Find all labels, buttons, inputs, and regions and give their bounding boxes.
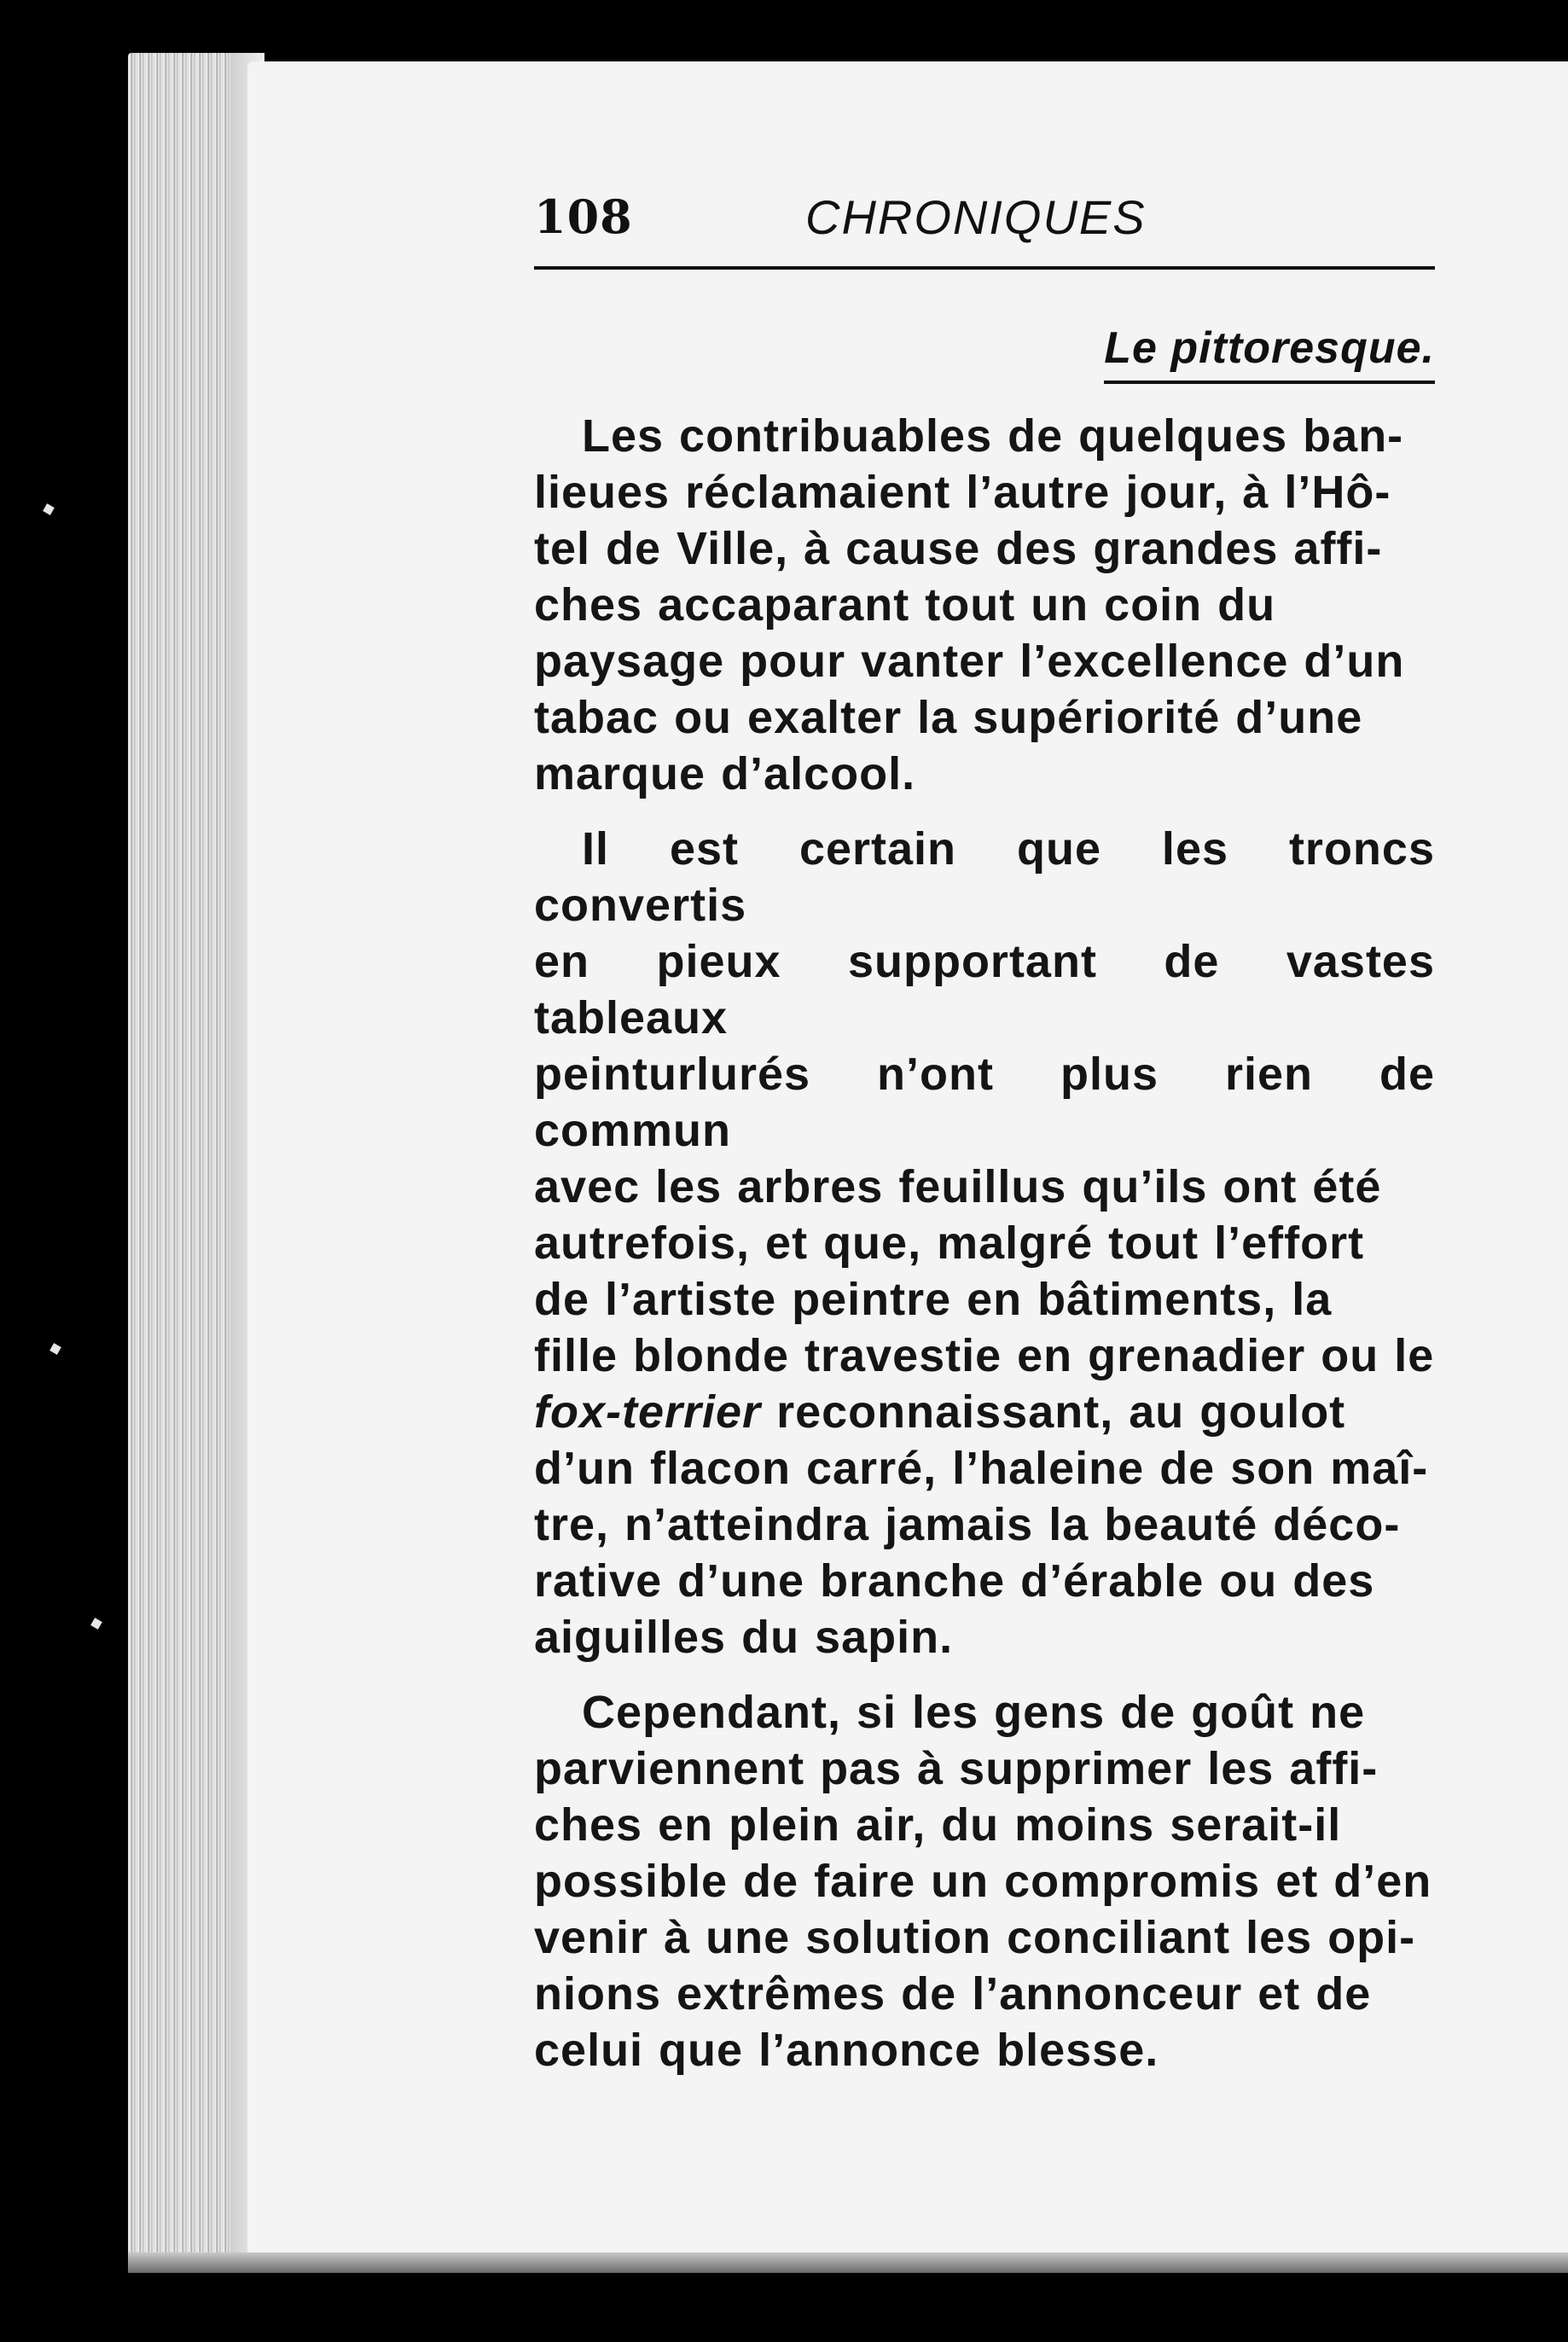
page-number: 108	[534, 189, 633, 244]
paragraph-2-part-2: reconnaissant, au goulot d’un flacon carré, l’haleine de son maî- tre, n’atteindra jamais la beauté déco- rative d’une branche d’érable ou des aiguilles du sapin.	[534, 1386, 1429, 1663]
running-title: CHRONIQUES	[805, 190, 1147, 244]
body-text	[534, 408, 1435, 2097]
page-bottom-edge	[128, 2252, 1568, 2273]
scan-speck	[43, 503, 55, 515]
scan-speck	[49, 1343, 61, 1355]
scan-speck	[90, 1618, 102, 1630]
italic-term: fox-terrier	[534, 1386, 762, 1438]
running-header	[534, 189, 1435, 270]
section-title: Le pittoresque.	[1104, 323, 1435, 384]
paragraph-2-part-1: Il est certain que les troncs convertis en pieux supportant de vastes tableaux peinturlurés n’ont plus rien de commun avec les arbres feuillus qu’ils ont été autrefois, et que, malgré tout l’effort de l’artiste peintre en bâtiments, la fille blonde travestie en grenadier ou le	[534, 823, 1435, 1381]
paragraph-2	[534, 821, 1435, 1665]
page-edges	[128, 53, 239, 2271]
paragraph-3: Cependant, si les gens de goût ne parviennent pas à supprimer les affi- ches en plein air, du moins serait-il possible de faire un compromis et d’en venir à une solution conciliant les opi- nions extrêmes de l’annonceur et de celui que l’annonce blesse.	[534, 1687, 1432, 2076]
paragraph-1: Les contribuables de quelques ban- lieues réclamaient l’autre jour, à l’Hô- tel de Ville, à cause des grandes affi- ches accaparant tout un coin du paysage pour vanter l’excellence d’un tabac ou exalter la supériorité d’une marque d’alcool.	[534, 410, 1405, 799]
